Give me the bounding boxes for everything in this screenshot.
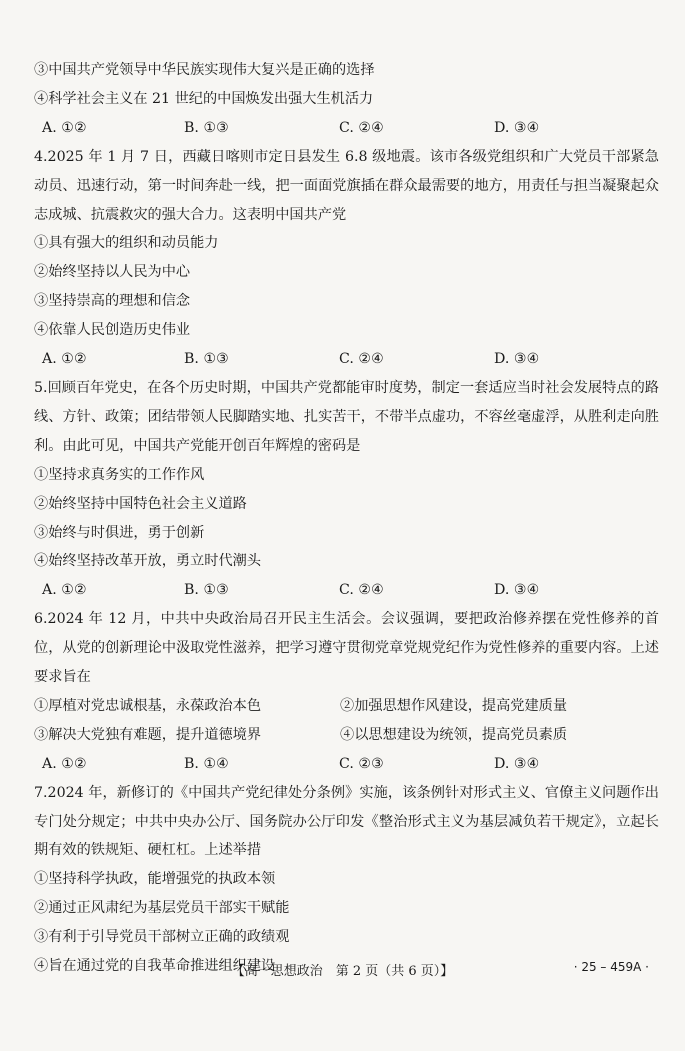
q6-item-4: ④以思想建设为统领，提高党员素质 xyxy=(340,726,568,743)
q4-stem: 4.2025 年 1 月 7 日，西藏日喀则市定日县发生 6.8 级地震。该市各级党组织和广大党员干部紧急动员、迅速行动，第一时间奔赴一线，把一面面党旗插在群众最需要的地方，用责任与担当凝聚起众志成城、抗震救灾的强大合力。这表明中国共产党 xyxy=(34,148,659,223)
q4-option-b[interactable]: B. ①③ xyxy=(184,351,229,368)
q7-item-2: ②通过正风肃纪为基层党员干部实干赋能 xyxy=(34,900,290,917)
q4-option-c[interactable]: C. ②④ xyxy=(339,351,384,368)
q4-option-d[interactable]: D. ③④ xyxy=(494,351,540,368)
q6-item-3: ③解决大党独有难题，提升道德境界 xyxy=(34,726,262,743)
q3-options xyxy=(34,114,659,143)
q4-options xyxy=(34,345,659,374)
q6-item-1: ①厚植对党忠诚根基，永葆政治本色 xyxy=(34,697,262,714)
q6-options xyxy=(34,750,659,779)
q3-item-4: ④科学社会主义在 21 世纪的中国焕发出强大生机活力 xyxy=(34,90,374,107)
q5-item-1: ①坚持求真务实的工作作风 xyxy=(34,466,205,483)
q7-item-3: ③有利于引导党员干部树立正确的政绩观 xyxy=(34,929,290,946)
q7-item-4: ④旨在通过党的自我革命推进组织建设 xyxy=(34,958,276,975)
q5-stem: 5.回顾百年党史，在各个历史时期，中国共产党都能审时度势，制定一套适应当时社会发展特点的路线、方针、政策；团结带领人民脚踏实地、扎实苦干，不带半点虚功，不容丝毫虚浮，从胜利走向胜利。由此可见，中国共产党能开创百年辉煌的密码是 xyxy=(34,379,659,454)
q5-options xyxy=(34,576,659,605)
q3-item-3: ③中国共产党领导中华民族实现伟大复兴是正确的选择 xyxy=(34,62,375,78)
q6-option-a[interactable]: A. ①② xyxy=(42,755,87,772)
q5-item-4: ④始终坚持改革开放，勇立时代潮头 xyxy=(34,553,262,570)
q5-option-c[interactable]: C. ②④ xyxy=(339,582,384,599)
q3-option-b[interactable]: B. ①③ xyxy=(184,119,229,136)
footer-code: · 25 – 459A · xyxy=(573,960,649,974)
q6-items-row-1 xyxy=(34,692,659,721)
q3-option-a[interactable]: A. ①② xyxy=(42,119,87,136)
q3-option-d[interactable]: D. ③④ xyxy=(494,119,540,136)
q4-item-2: ②始终坚持以人民为中心 xyxy=(34,264,191,281)
q6-option-c[interactable]: C. ②③ xyxy=(339,755,384,772)
q5-item-3: ③始终与时俱进，勇于创新 xyxy=(34,524,205,541)
q6-option-d[interactable]: D. ③④ xyxy=(494,755,540,772)
q4-option-a[interactable]: A. ①② xyxy=(42,351,87,368)
q4-item-4: ④依靠人民创造历史伟业 xyxy=(34,322,191,339)
q7-stem: 7.2024 年，新修订的《中国共产党纪律处分条例》实施，该条例针对形式主义、官僚主义问题作出专门处分规定；中共中央办公厅、国务院办公厅印发《整治形式主义为基层减负若干规定》，立起长期有效的铁规矩、硬杠杠。上述举措 xyxy=(34,784,659,859)
q6-item-2: ②加强思想作风建设，提高党建质量 xyxy=(340,697,568,714)
q6-option-b[interactable]: B. ①④ xyxy=(184,755,229,772)
page-footer xyxy=(0,958,685,982)
q5-option-b[interactable]: B. ①③ xyxy=(184,582,229,599)
q3-option-c[interactable]: C. ②④ xyxy=(339,119,384,136)
footer-title: 【高一思想政治 第 2 页（共 6 页）】 xyxy=(231,964,454,979)
question-content xyxy=(34,56,659,981)
q5-item-2: ②始终坚持中国特色社会主义道路 xyxy=(34,495,247,512)
q4-item-3: ③坚持崇高的理想和信念 xyxy=(34,293,191,310)
q6-items-row-2 xyxy=(34,721,659,750)
q7-item-1: ①坚持科学执政，能增强党的执政本领 xyxy=(34,871,276,888)
q5-option-d[interactable]: D. ③④ xyxy=(494,582,540,599)
q4-item-1: ①具有强大的组织和动员能力 xyxy=(34,235,219,252)
q6-stem: 6.2024 年 12 月，中共中央政治局召开民主生活会。会议强调，要把政治修养摆在党性修养的首位，从党的创新理论中汲取党性滋养，把学习遵守贯彻党章党规党纪作为党性修养的重要内容。上述要求旨在 xyxy=(34,611,659,686)
q5-option-a[interactable]: A. ①② xyxy=(42,582,87,599)
